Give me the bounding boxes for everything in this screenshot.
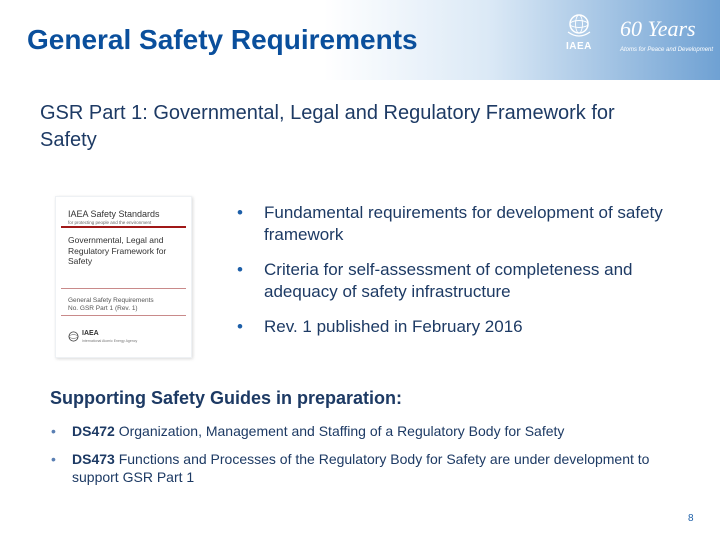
guide-text: Organization, Management and Staffing of a Regulatory Body for Safety [118, 423, 565, 439]
logo-years-text: 60 Years [620, 16, 696, 41]
logo-org-text: IAEA [566, 41, 592, 52]
bullet-dot-icon: • [51, 423, 56, 439]
guide-text: Functions and Processes of the Regulatory Body for Safety are under development to support GSR Part 1 [72, 451, 650, 485]
cover-top-rule [61, 226, 186, 228]
cover-title: Governmental, Legal and Regulatory Framework for Safety [68, 235, 167, 266]
logo-tagline: Atoms for Peace and Development [620, 47, 714, 53]
bullet-text: Criteria for self-assessment of completeness and adequacy of safety infrastructure [264, 260, 633, 301]
bullet-text: Rev. 1 published in February 2016 [264, 317, 523, 336]
iaea-60-years-logo [562, 10, 712, 60]
guide-item [51, 422, 671, 440]
cover-tagline: for protecting people and the environment [68, 220, 152, 225]
guide-item [51, 450, 671, 486]
cover-divider-bottom [61, 315, 186, 316]
guide-code: DS473 [72, 451, 115, 467]
bullet-item [237, 316, 677, 338]
cover-org: IAEA [82, 330, 99, 337]
slide-subtitle: GSR Part 1: Governmental, Legal and Regulatory Framework for Safety [40, 102, 615, 151]
cover-number: No. GSR Part 1 (Rev. 1) [68, 305, 138, 312]
cover-divider [61, 288, 186, 289]
publication-cover [55, 196, 192, 358]
cover-emblem-icon [68, 331, 79, 342]
cover-category: General Safety Requirements [68, 297, 154, 304]
supporting-guides-heading: Supporting Safety Guides in preparation: [50, 388, 403, 408]
main-bullet-list [237, 202, 677, 351]
bullet-dot-icon: • [237, 203, 243, 222]
bullet-dot-icon: • [237, 260, 243, 279]
cover-series: IAEA Safety Standards [68, 209, 160, 219]
cover-agency: International Atomic Energy Agency [82, 339, 138, 343]
safety-guides-list [51, 422, 671, 496]
bullet-item [237, 259, 677, 303]
bullet-text: Fundamental requirements for development of safety framework [264, 203, 663, 244]
un-emblem-icon [564, 10, 594, 40]
bullet-item [237, 202, 677, 246]
bullet-dot-icon: • [237, 317, 243, 336]
slide-title: General Safety Requirements [27, 24, 418, 55]
guide-code: DS472 [72, 423, 115, 439]
page-number: 8 [688, 513, 694, 524]
bullet-dot-icon: • [51, 451, 56, 467]
